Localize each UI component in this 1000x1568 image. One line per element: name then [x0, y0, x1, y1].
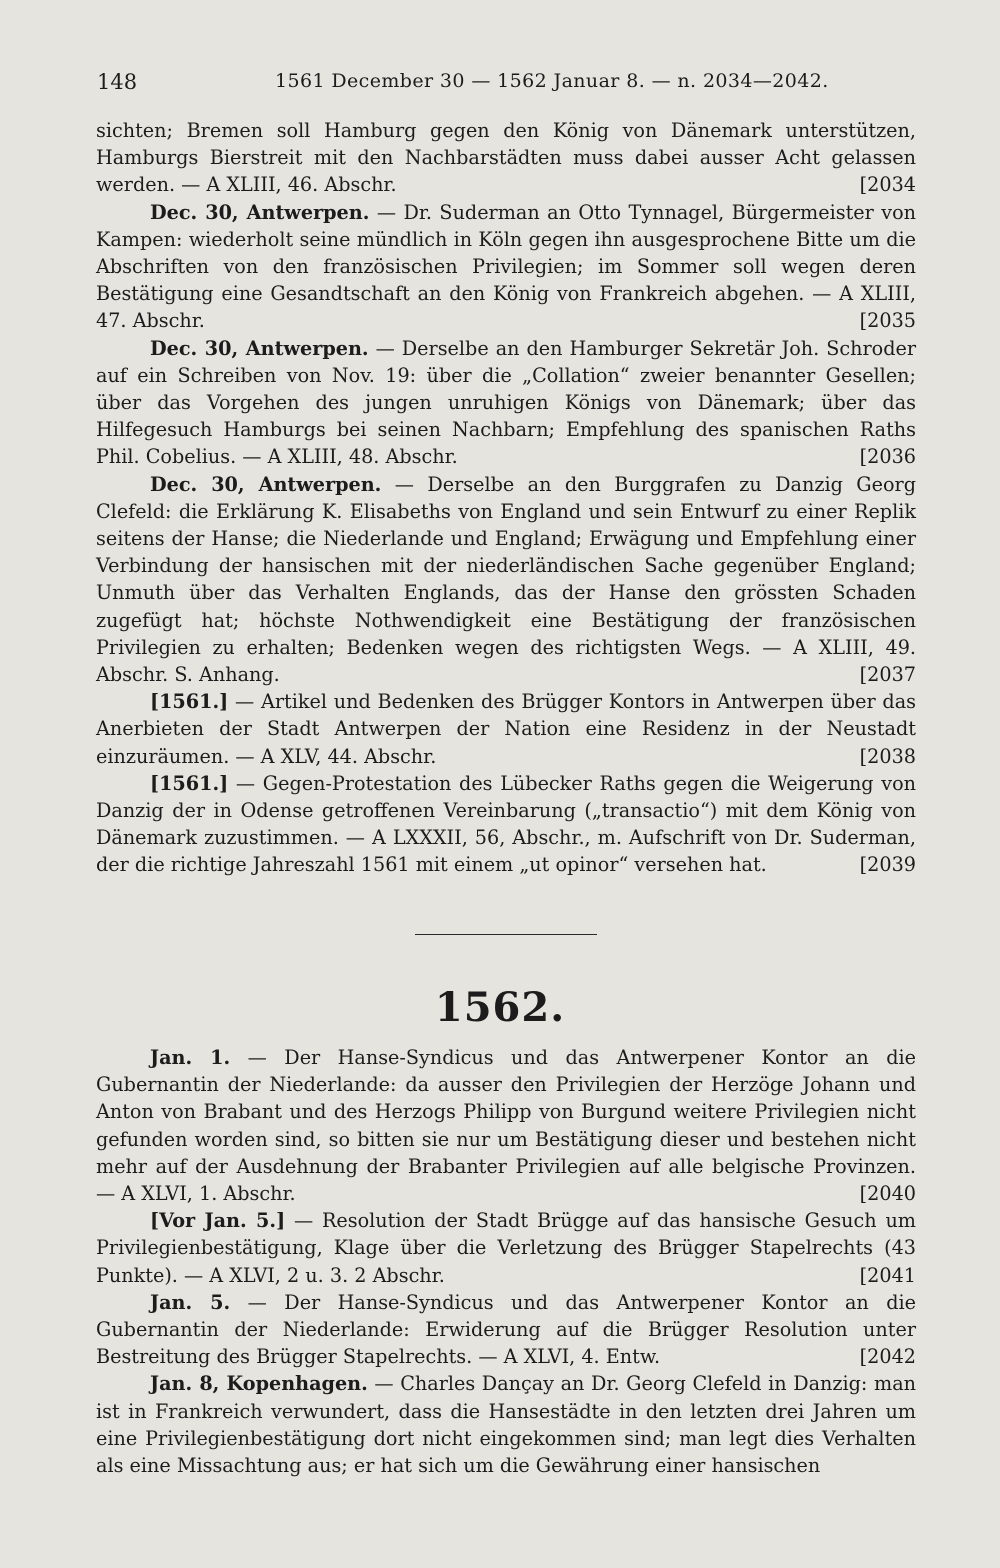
entries-1561: [96, 117, 916, 879]
entry-text: — Der Hanse-Syndicus und das Antwerpener Kontor an die Gubernantin der Niederlande: Erwiderung auf die Brügger Resolution unter Bestreitung des Brügger Stapelrechts. — A XLVI, 4. Entw.: [96, 1290, 916, 1369]
entry-text: sichten; Bremen soll Hamburg gegen den König von Dänemark unterstützen, Hamburgs Bierstreit mit den Nachbarstädten muss dabei ausser Acht gelassen werden. — A XLIII, 46. Abschr.: [96, 119, 916, 197]
entry-2040: [96, 1044, 916, 1207]
entries-1562: [96, 1044, 916, 1479]
entry-text: — Resolution der Stadt Brügge auf das hansische Gesuch um Privilegienbestätigung, Klage über die Verletzung des Brügger Stapelrechts (43 Punkte). — A XLVI, 2 u. 3. 2 Abschr.: [96, 1209, 916, 1287]
entry-2042: [96, 1289, 916, 1371]
entry-2041: [96, 1207, 916, 1289]
entry-number: [2042: [859, 1345, 916, 1369]
year-heading: 1562.: [434, 984, 566, 1031]
entry-2036: [96, 335, 916, 471]
entry-number: [2039: [859, 853, 916, 877]
page-header: [97, 62, 917, 102]
entry-number: [2034: [859, 173, 916, 197]
entry-2035: [96, 199, 916, 335]
entry-date: Jan. 1.: [150, 1046, 231, 1069]
entry-text: — Derselbe an den Burggrafen zu Danzig Georg Clefeld: die Erklärung K. Elisabeths von England und sein Entwurf zu einer Replik seitens der Hanse; die Niederlande und England; Erwägung und Empfehlung einer Verbindung der hansischen mit der niederländischen Sache gegenüber England; Unmuth über das Verhalten Englands, das der Hanse den grössten Schaden zugefügt hat; höchste Nothwendigkeit eine Bestätigung der französischen Privilegien zu erhalten; Bedenken wegen des richtigsten Wegs. — A XLIII, 49. Abschr. S. Anhang.: [96, 472, 916, 687]
entry-date: [1561.]: [150, 771, 229, 795]
entry-text: — Artikel und Bedenken des Brügger Kontors in Antwerpen über das Anerbieten der Stadt Antwerpen der Nation eine Residenz in der Neustadt einzuräumen. — A XLV, 44. Abschr.: [96, 690, 916, 768]
section-divider: [415, 934, 597, 935]
running-head: 1561 December 30 — 1562 Januar 8. — n. 2034—2042.: [275, 70, 829, 92]
entry-2038: [96, 688, 916, 770]
entry-2034: [96, 117, 916, 199]
entry-date: Jan. 5.: [150, 1290, 231, 1314]
entry-number: [2040: [859, 1182, 916, 1206]
entry-2037: [96, 471, 916, 689]
entry-date: Dec. 30, Antwerpen.: [150, 472, 382, 496]
entry-2039: [96, 770, 916, 879]
entry-number: [2035: [859, 309, 916, 333]
entry-number: [2037: [859, 663, 916, 687]
entry-text: — Charles Dançay an Dr. Georg Clefeld in Danzig: man ist in Frankreich verwundert, dass die Hansestädte in den letzten drei Jahren um eine Privilegienbestätigung dort nicht eingekommen sind; man legt dies Verhalten als eine Missachtung aus; er hat sich um die Gewährung einer hansischen: [96, 1372, 916, 1478]
entry-date: [Vor Jan. 5.]: [150, 1209, 286, 1233]
entry-date: [1561.]: [150, 690, 229, 714]
entry-text: — Dr. Suderman an Otto Tynnagel, Bürgermeister von Kampen: wiederholt seine mündlich in Köln gegen ihn ausgesprochene Bitte um die Abschriften von den französischen Privilegien; im Sommer soll wegen deren Bestätigung eine Gesandtschaft an den König von Frankreich abgehen. — A XLIII, 47. Abschr.: [96, 200, 916, 333]
entry-date: Jan. 8, Kopenhagen.: [150, 1372, 368, 1396]
entry-date: Dec. 30, Antwerpen.: [150, 200, 370, 224]
entry-number: [2036: [859, 445, 916, 469]
entry-date: Dec. 30, Antwerpen.: [150, 336, 369, 360]
entry-number: [2038: [859, 744, 916, 768]
page-number: 148: [97, 70, 138, 94]
entry-continuing: [96, 1370, 916, 1479]
entry-text: — Gegen-Protestation des Lübecker Raths gegen die Weigerung von Danzig der in Odense getroffenen Vereinbarung („transactio“) mit dem König von Dänemark zuzustimmen. — A LXXXII, 56, Abschr., m. Aufschrift von Dr. Suderman, der die richtige Jahreszahl 1561 mit einem „ut opinor“ versehen hat.: [96, 771, 916, 877]
entry-text: — Derselbe an den Hamburger Sekretär Joh. Schroder auf ein Schreiben von Nov. 19: über die „Collation“ zweier benannter Gesellen; über das Vorgehen des jungen unruhigen Königs von Dänemark; über das Hilfegesuch Hamburgs bei seinen Nachbarn; Empfehlung des spanischen Raths Phil. Cobelius. — A XLIII, 48. Abschr.: [96, 336, 916, 469]
entry-number: [2041: [859, 1263, 916, 1287]
entry-text: — Der Hanse-Syndicus und das Antwerpener Kontor an die Gubernantin der Niederlande: da ausser den Privilegien der Herzöge Johann und Anton von Brabant und des Herzogs Philipp von Burgund weitere Privilegien nicht gefunden worden sind, so bitten sie nur um Bestätigung dieser und bestehen nicht mehr auf der Ausdehnung der Brabanter Privilegien auf alle belgische Provinzen. — A XLVI, 1. Abschr.: [96, 1046, 916, 1206]
